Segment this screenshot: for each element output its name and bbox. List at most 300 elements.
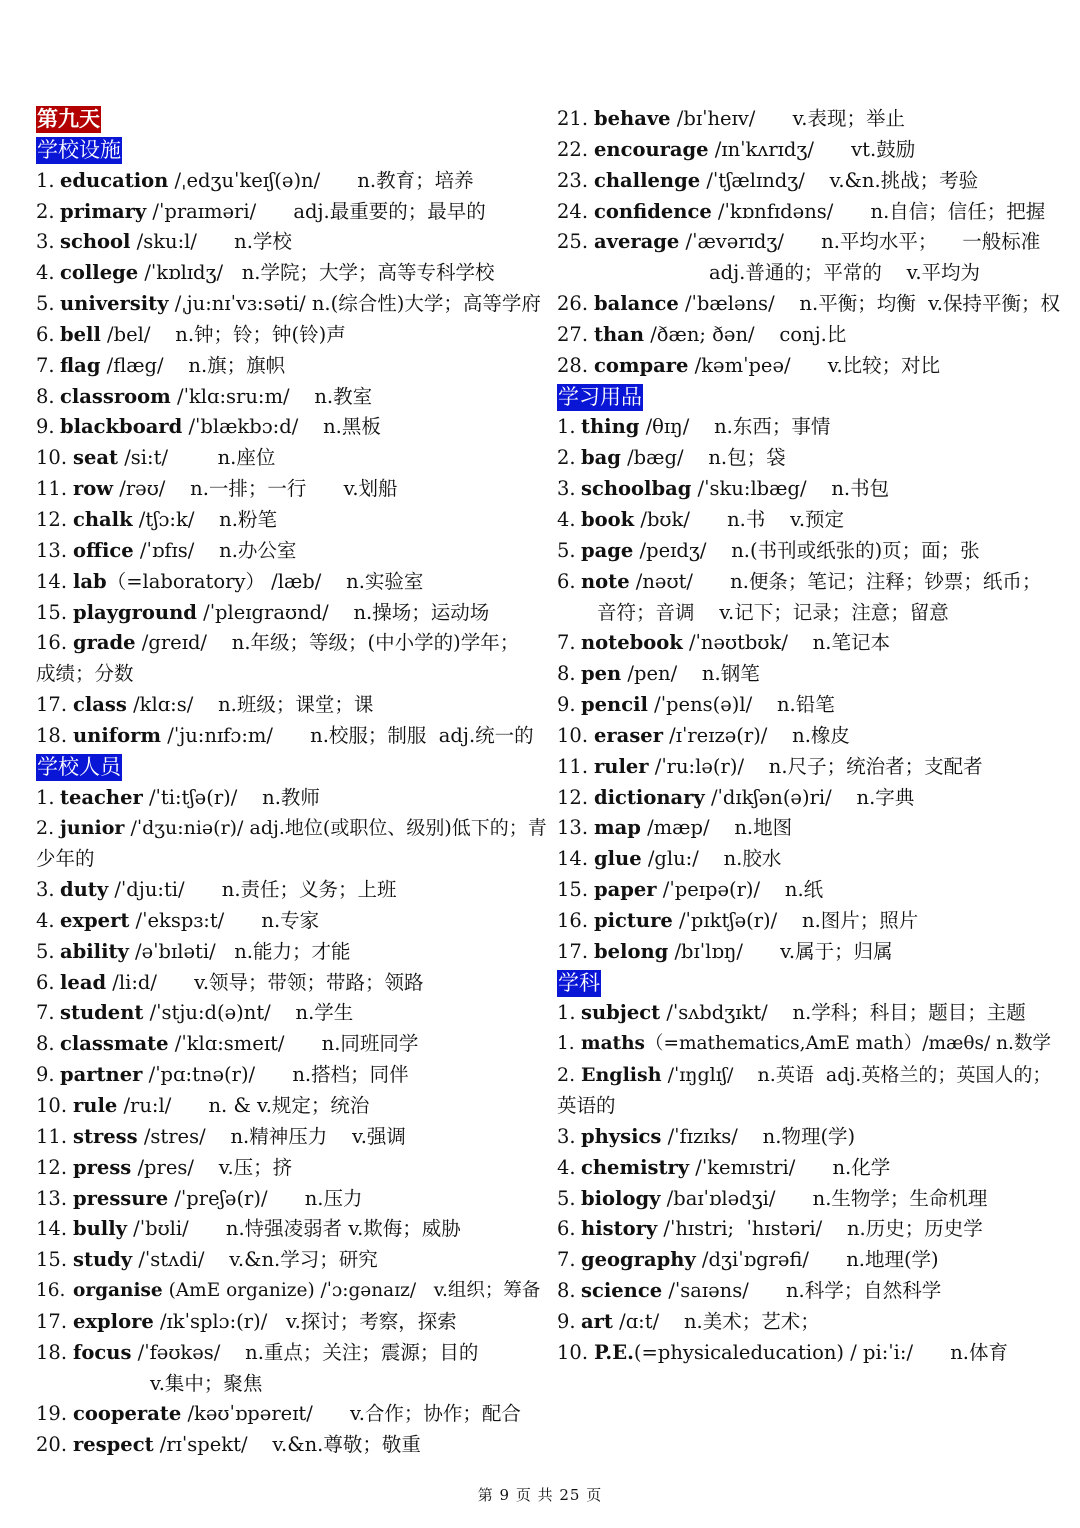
entry-definition: n.学校 xyxy=(196,230,292,254)
entry-number: 1. xyxy=(36,785,55,809)
continuation-line xyxy=(36,659,540,690)
entry-phonetic: /ɪˈreɪzə(r)/ xyxy=(662,723,768,747)
entry-definition: v.表现；举止 xyxy=(755,107,905,130)
entry-phonetic: /ˈpleɪgraʊnd/ xyxy=(196,600,329,624)
entry-word: map xyxy=(594,816,641,840)
entry-word: class xyxy=(73,693,127,717)
entry-number: 18. xyxy=(36,1340,68,1364)
entry-phonetic: /ˌedʒuˈkeɪʃ(ə)n/ xyxy=(168,168,321,192)
entry-definition: n.字典 xyxy=(831,785,915,809)
entry-definition: n.教室 xyxy=(289,384,373,408)
entry-number: 7. xyxy=(36,353,55,377)
entry-phonetic: (=physicaleducation) / pi:ˈi:/ xyxy=(633,1340,914,1364)
entry-phonetic: /flæg/ xyxy=(100,353,164,377)
entry-word: student xyxy=(60,1001,144,1025)
entry-definition: n.年级；等级；(中小学的)学年； xyxy=(207,631,520,655)
vocab-entry xyxy=(36,783,540,814)
entry-word: physics xyxy=(581,1124,662,1148)
vocab-entry xyxy=(36,351,540,382)
entry-word: picture xyxy=(594,908,673,932)
entry-number: 17. xyxy=(557,939,589,963)
entry-definition: n.历史；历史学 xyxy=(822,1217,983,1241)
entry-definition: n.图片；照片 xyxy=(777,908,919,932)
entry-word: ruler xyxy=(594,754,649,778)
entry-definition: n.(书刊或纸张的)页；面；张 xyxy=(706,538,980,562)
vocab-entry xyxy=(36,721,540,752)
vocab-entry xyxy=(557,628,1053,659)
definition-continuation: adj.普通的；平常的 v.平均为 xyxy=(709,261,981,285)
day-title-line xyxy=(36,104,540,135)
entry-phonetic: /ˈklɑ:smeɪt/ xyxy=(168,1032,285,1056)
vocab-entry xyxy=(36,1214,540,1245)
entry-number: 14. xyxy=(36,569,68,593)
entry-number: 10. xyxy=(36,1094,68,1117)
entry-phonetic: /ˈsku:lbæg/ xyxy=(691,477,807,501)
entry-definition: n.精神压力 v.强调 xyxy=(205,1124,406,1148)
entry-phonetic: /ˈɪŋglɪʃ/ xyxy=(661,1064,734,1087)
entry-phonetic: /ru:l/ xyxy=(117,1094,172,1117)
entry-definition: n.数学 xyxy=(990,1033,1051,1055)
entry-number: 28. xyxy=(557,353,589,377)
vocab-entry xyxy=(36,536,540,567)
entry-phonetic: /nəʊt/ xyxy=(629,569,693,593)
entry-definition: n.座位 xyxy=(168,446,276,470)
entry-word: bully xyxy=(73,1217,127,1241)
vocab-entry xyxy=(36,382,540,413)
vocab-entry xyxy=(36,443,540,474)
section-header: 学校设施 xyxy=(37,137,121,162)
entry-phonetic: /ɪnˈkʌrɪdʒ/ xyxy=(708,137,814,161)
definition-continuation: 少年的 xyxy=(36,847,95,871)
entry-definition: n.英语 adj.英格兰的；英国人的； xyxy=(733,1064,1052,1087)
entry-number: 3. xyxy=(557,1124,576,1148)
vocab-entry xyxy=(36,906,540,937)
entry-definition: n.便条；笔记；注释；钞票；纸币； xyxy=(692,569,1042,593)
entry-word: history xyxy=(581,1217,658,1241)
entry-phonetic: /kəmˈpeə/ xyxy=(688,353,791,377)
entry-phonetic: /ˈævərɪdʒ/ xyxy=(679,230,784,254)
entry-definition: n.搭档；同伴 xyxy=(255,1063,409,1087)
vocab-entry xyxy=(36,258,540,289)
entry-definition: n. & v.规定；统治 xyxy=(171,1094,370,1117)
section-header-line xyxy=(557,968,1053,999)
entry-number: 16. xyxy=(36,1280,66,1302)
entry-definition: n.操场；运动场 xyxy=(328,600,490,624)
vocab-entry xyxy=(36,1276,540,1307)
entry-number: 2. xyxy=(36,199,55,223)
entry-number: 4. xyxy=(36,908,55,932)
entry-word: paper xyxy=(594,878,657,902)
vocab-entry xyxy=(36,1091,540,1122)
entry-word: behave xyxy=(594,107,671,130)
entry-definition: n.学生 xyxy=(270,1001,354,1025)
entry-definition: v.比较；对比 xyxy=(790,353,941,377)
entry-definition: conj.比 xyxy=(754,322,847,346)
entry-word: expert xyxy=(60,908,130,932)
entry-phonetic: /ˈdju:ti/ xyxy=(108,878,185,902)
entry-definition: n.铅笔 xyxy=(752,693,835,717)
vocab-entry xyxy=(36,1060,540,1091)
entry-number: 5. xyxy=(36,939,55,963)
entry-definition: n.学院；大学；高等专科学校 xyxy=(223,261,495,285)
entry-definition: n.实验室 xyxy=(321,569,424,593)
entry-word: belong xyxy=(594,939,669,963)
entry-definition: n.旗；旗帜 xyxy=(163,353,286,377)
entry-number: 11. xyxy=(36,477,68,501)
entry-word: office xyxy=(73,538,134,562)
entry-definition: n.钟；铃；钟(铃)声 xyxy=(150,322,346,346)
entry-number: 6. xyxy=(36,322,55,346)
entry-definition: n.地图 xyxy=(709,816,793,840)
entry-number: 15. xyxy=(36,600,68,624)
entry-word: ability xyxy=(60,939,129,963)
entry-word: eraser xyxy=(594,723,663,747)
entry-definition: n.能力；才能 xyxy=(215,939,351,963)
entry-number: 2. xyxy=(36,817,55,840)
entry-number: 5. xyxy=(557,1186,576,1210)
entry-phonetic: /ˈdʒu:niə(r)/ xyxy=(124,817,244,840)
entry-definition: v.探讨；考察，探索 xyxy=(267,1309,457,1333)
entry-word: focus xyxy=(73,1340,132,1364)
entry-number: 5. xyxy=(557,538,576,562)
entry-word: college xyxy=(60,261,139,285)
entry-phonetic: /kəʊˈɒpəreɪt/ xyxy=(181,1402,313,1426)
vocab-entry xyxy=(36,1245,540,1276)
vocab-entry xyxy=(557,783,1053,814)
vocab-entry xyxy=(557,998,1053,1029)
entry-definition: n.生物学；生命机理 xyxy=(775,1186,988,1210)
entry-definition: n.责任；义务；上班 xyxy=(184,878,397,902)
entry-number: 9. xyxy=(557,693,576,717)
entry-phonetic: /ˈru:lə(r)/ xyxy=(648,754,745,778)
entry-phonetic: /pen/ xyxy=(621,662,678,686)
entry-phonetic: /ˈblækbɔ:d/ xyxy=(182,415,299,439)
vocab-entry xyxy=(557,813,1053,844)
entry-number: 17. xyxy=(36,693,68,717)
entry-phonetic: /ɑ:t/ xyxy=(612,1309,660,1333)
entry-word: glue xyxy=(594,847,642,871)
entry-phonetic: /ɪkˈsplɔ:(r)/ xyxy=(153,1309,268,1333)
entry-word: English xyxy=(581,1064,662,1087)
entry-definition: n.书包 xyxy=(806,477,890,501)
entry-number: 12. xyxy=(557,785,589,809)
vocab-entry xyxy=(557,1060,1053,1091)
vocab-entry xyxy=(36,320,540,351)
entry-number: 20. xyxy=(36,1433,68,1457)
entry-word: encourage xyxy=(594,137,709,161)
vocab-entry xyxy=(36,474,540,505)
entry-phonetic: /ˈpens(ə)l/ xyxy=(647,693,753,717)
entry-word: teacher xyxy=(60,785,143,809)
section-header-line xyxy=(36,135,540,166)
entry-number: 1. xyxy=(557,1033,575,1055)
entry-definition: n.平衡；均衡 v.保持平衡；权 xyxy=(774,292,1060,316)
entry-number: 25. xyxy=(557,230,589,254)
entry-word: blackboard xyxy=(60,415,183,439)
entry-word: thing xyxy=(581,415,640,439)
entry-word: average xyxy=(594,230,680,254)
entry-word: challenge xyxy=(594,168,701,192)
entry-word: art xyxy=(581,1309,613,1333)
entry-phonetic: /bæg/ xyxy=(620,446,684,470)
entry-number: 12. xyxy=(36,1155,68,1179)
vocab-entry xyxy=(557,721,1053,752)
entry-phonetic: /bɪˈheɪv/ xyxy=(670,107,756,130)
definition-continuation: 成绩；分数 xyxy=(36,662,134,686)
entry-number: 10. xyxy=(557,723,589,747)
entry-definition: n.同班同学 xyxy=(284,1032,419,1056)
entry-phonetic: /ˈpeɪpə(r)/ xyxy=(656,878,761,902)
entry-phonetic: /ˈbæləns/ xyxy=(678,292,775,316)
entry-phonetic: /ˈhɪstri; ˈhɪstəri/ xyxy=(657,1217,823,1241)
vocab-entry xyxy=(557,844,1053,875)
continuation-line xyxy=(557,1091,1053,1122)
entry-phonetic: /bʊk/ xyxy=(634,507,690,531)
entry-phonetic: /ˈfəʊkəs/ xyxy=(131,1340,221,1364)
entry-phonetic: /sku:l/ xyxy=(130,230,197,254)
entry-word: school xyxy=(60,230,131,254)
vocab-entry xyxy=(36,289,540,320)
entry-word: cooperate xyxy=(73,1402,182,1426)
entry-word: partner xyxy=(60,1063,143,1087)
continuation-line xyxy=(36,844,540,875)
entry-phonetic: /ˈekspɜ:t/ xyxy=(129,908,225,932)
entry-phonetic: /ˈpraɪməri/ xyxy=(146,199,257,223)
entry-phonetic: /baɪˈɒlədʒi/ xyxy=(660,1186,776,1210)
entry-number: 7. xyxy=(557,631,576,655)
entry-definition: n.体育 xyxy=(913,1340,1008,1364)
day-title: 第九天 xyxy=(37,107,100,131)
entry-word: than xyxy=(594,322,644,346)
page-footer: 第 9 页 共 25 页 xyxy=(477,1486,603,1504)
entry-definition: n.(综合性)大学；高等学府 xyxy=(305,292,541,316)
entry-word: rule xyxy=(73,1094,118,1117)
entry-definition: n.包；袋 xyxy=(683,446,786,470)
entry-phonetic: /pres/ xyxy=(131,1155,194,1179)
entry-phonetic: /ˈsaɪəns/ xyxy=(662,1279,749,1303)
entry-word: classmate xyxy=(60,1032,169,1056)
vocab-entry xyxy=(557,937,1053,968)
entry-word: bell xyxy=(60,322,101,346)
entry-definition: v.压；挤 xyxy=(193,1155,293,1179)
section-header-line xyxy=(36,752,540,783)
vocab-entry xyxy=(36,1184,540,1215)
section-header-line xyxy=(557,382,1053,413)
vocab-entry xyxy=(557,412,1053,443)
entry-phonetic: （=laboratory） /læb/ xyxy=(106,569,322,593)
entry-number: 2. xyxy=(557,1064,576,1087)
entry-phonetic: （=mathematics,AmE math）/mæθs/ xyxy=(644,1033,991,1055)
right-column xyxy=(557,104,1060,1369)
entry-definition: adj.最重要的；最早的 xyxy=(256,199,486,223)
entry-number: 15. xyxy=(36,1248,68,1272)
entry-definition: v.&n.挑战；考验 xyxy=(804,168,979,192)
entry-definition: v.&n.学习；研究 xyxy=(204,1248,378,1272)
vocab-entry xyxy=(36,412,540,443)
entry-word: chalk xyxy=(73,507,133,531)
entry-number: 13. xyxy=(36,1186,68,1210)
entry-word: pen xyxy=(581,662,622,686)
indented-continuation-line xyxy=(557,598,1053,629)
entry-word: stress xyxy=(73,1124,138,1148)
entry-number: 14. xyxy=(36,1217,68,1241)
entry-number: 1. xyxy=(557,415,576,439)
vocab-entry xyxy=(36,1338,540,1369)
entry-number: 3. xyxy=(557,477,576,501)
vocab-entry xyxy=(36,968,540,999)
entry-number: 16. xyxy=(557,908,589,932)
entry-phonetic: /greɪd/ xyxy=(135,631,207,655)
entry-definition: n.橡皮 xyxy=(767,723,850,747)
entry-definition: n.学科；科目；题目；主题 xyxy=(767,1001,1026,1025)
vocab-entry xyxy=(36,598,540,629)
entry-phonetic: /ˌju:nɪˈvɜ:səti/ xyxy=(168,292,306,316)
entry-definition: n.纸 xyxy=(760,878,824,902)
entry-number: 7. xyxy=(557,1248,576,1272)
entry-phonetic: /rɪˈspekt/ xyxy=(153,1433,248,1457)
entry-word: row xyxy=(73,477,114,501)
entry-number: 8. xyxy=(557,662,576,686)
vocab-entry xyxy=(557,505,1053,536)
entry-number: 9. xyxy=(36,1063,55,1087)
vocab-entry xyxy=(557,1122,1053,1153)
vocab-entry xyxy=(557,104,1053,135)
entry-definition: n.压力 xyxy=(267,1186,363,1210)
vocab-entry xyxy=(557,1214,1053,1245)
entry-definition: n.专家 xyxy=(224,908,320,932)
entry-definition: v.领导；带领；带路；领路 xyxy=(156,970,424,994)
entry-word: note xyxy=(581,569,630,593)
entry-number: 9. xyxy=(36,415,55,439)
entry-word: lead xyxy=(60,970,107,994)
entry-phonetic: /θɪŋ/ xyxy=(639,415,690,439)
entry-word: explore xyxy=(73,1309,154,1333)
definition-continuation: v.集中；聚焦 xyxy=(150,1371,263,1395)
vocab-entry xyxy=(36,197,540,228)
section-header: 学校人员 xyxy=(37,754,121,779)
entry-word: flag xyxy=(60,353,101,377)
entry-definition: n.教育；培养 xyxy=(320,168,474,192)
vocab-entry xyxy=(557,1245,1053,1276)
entry-number: 11. xyxy=(36,1124,68,1148)
vocab-entry xyxy=(557,752,1053,783)
entry-definition: vt.鼓励 xyxy=(813,137,916,161)
vocab-entry xyxy=(557,197,1053,228)
entry-phonetic: /ˈɒfɪs/ xyxy=(133,538,195,562)
entry-number: 13. xyxy=(557,816,589,840)
entry-word: grade xyxy=(73,631,136,655)
vocab-entry xyxy=(36,875,540,906)
entry-word: seat xyxy=(73,446,119,470)
entry-word: lab xyxy=(73,569,107,593)
entry-definition: n.办公室 xyxy=(194,538,297,562)
section-header: 学科 xyxy=(558,970,600,995)
entry-number: 16. xyxy=(36,631,68,655)
entry-phonetic: /əˈbɪləti/ xyxy=(128,939,216,963)
entry-word: P.E. xyxy=(594,1340,634,1364)
entry-definition: n.美术；艺术； xyxy=(659,1309,820,1333)
entry-number: 4. xyxy=(557,507,576,531)
entry-definition: v.&n.尊敬；敬重 xyxy=(247,1433,421,1457)
entry-word: respect xyxy=(73,1433,154,1457)
entry-number: 8. xyxy=(557,1279,576,1303)
entry-definition: n.科学；自然科学 xyxy=(748,1279,942,1303)
entry-phonetic: /ˈfɪzɪks/ xyxy=(661,1124,738,1148)
entry-number: 13. xyxy=(36,538,68,562)
entry-phonetic: /mæp/ xyxy=(640,816,710,840)
vocab-entry xyxy=(557,351,1053,382)
vocab-entry xyxy=(557,906,1053,937)
indented-continuation-line xyxy=(36,1369,540,1400)
entry-phonetic: /ˈpɪktʃə(r)/ xyxy=(672,908,778,932)
entry-number: 14. xyxy=(557,847,589,871)
entry-phonetic: /ˈpɑ:tnə(r)/ xyxy=(142,1063,256,1087)
entry-number: 7. xyxy=(36,1001,55,1025)
vocab-entry xyxy=(36,1153,540,1184)
entry-word: education xyxy=(60,168,169,192)
entry-number: 3. xyxy=(36,878,55,902)
entry-phonetic: /si:t/ xyxy=(118,446,169,470)
vocab-entry xyxy=(557,320,1053,351)
entry-word: geography xyxy=(581,1248,696,1272)
entry-definition: n.化学 xyxy=(795,1155,891,1179)
entry-word: junior xyxy=(60,817,125,840)
vocab-entry xyxy=(36,505,540,536)
entry-phonetic: /ˈbʊli/ xyxy=(126,1217,189,1241)
entry-phonetic: /ˈdɪkʃən(ə)ri/ xyxy=(704,785,832,809)
entry-definition: n.书 v.预定 xyxy=(689,507,845,531)
indented-continuation-line xyxy=(557,258,1053,289)
entry-number: 23. xyxy=(557,168,589,192)
entry-definition: n.黑板 xyxy=(298,415,381,439)
entry-word: playground xyxy=(73,600,197,624)
definition-continuation: 音符；音调 v.记下；记录；注意；留意 xyxy=(597,600,949,624)
entry-definition: n.粉笔 xyxy=(194,507,277,531)
entry-definition: n.重点；关注；震源；目的 xyxy=(220,1340,479,1364)
entry-phonetic: /ˈpreʃə(r)/ xyxy=(168,1186,268,1210)
vocab-entry xyxy=(36,227,540,258)
entry-phonetic: /ˈnəʊtbʊk/ xyxy=(682,631,788,655)
entry-phonetic: /klɑ:s/ xyxy=(126,693,194,717)
vocab-entry xyxy=(36,1430,540,1461)
entry-phonetic: /glu:/ xyxy=(641,847,699,871)
entry-phonetic: /bel/ xyxy=(100,322,151,346)
entry-definition: v.组织；筹备 xyxy=(416,1280,541,1302)
entry-definition: n.校服；制服 adj.统一的 xyxy=(272,723,534,747)
entry-number: 22. xyxy=(557,137,589,161)
entry-phonetic: /ˈtʃælɪndʒ/ xyxy=(700,168,805,192)
vocab-entry xyxy=(557,1184,1053,1215)
vocab-entry xyxy=(557,690,1053,721)
entry-word: bag xyxy=(581,446,621,470)
entry-number: 6. xyxy=(36,970,55,994)
entry-definition: n.尺子；统治者；支配者 xyxy=(744,754,983,778)
vocab-entry xyxy=(36,937,540,968)
entry-word: primary xyxy=(60,199,147,223)
entry-word: subject xyxy=(581,1001,661,1025)
entry-number: 6. xyxy=(557,1217,576,1241)
vocab-entry xyxy=(557,875,1053,906)
entry-phonetic: /ˈsʌbdʒɪkt/ xyxy=(660,1001,768,1025)
vocab-entry xyxy=(36,166,540,197)
entry-number: 15. xyxy=(557,878,589,902)
vocab-entry xyxy=(557,1307,1053,1338)
vocab-entry xyxy=(557,1029,1053,1060)
entry-word: pencil xyxy=(581,693,648,717)
entry-definition: n.平均水平； 一般标准 xyxy=(783,230,1041,254)
entry-number: 2. xyxy=(557,446,576,470)
vocab-entry xyxy=(36,1399,540,1430)
